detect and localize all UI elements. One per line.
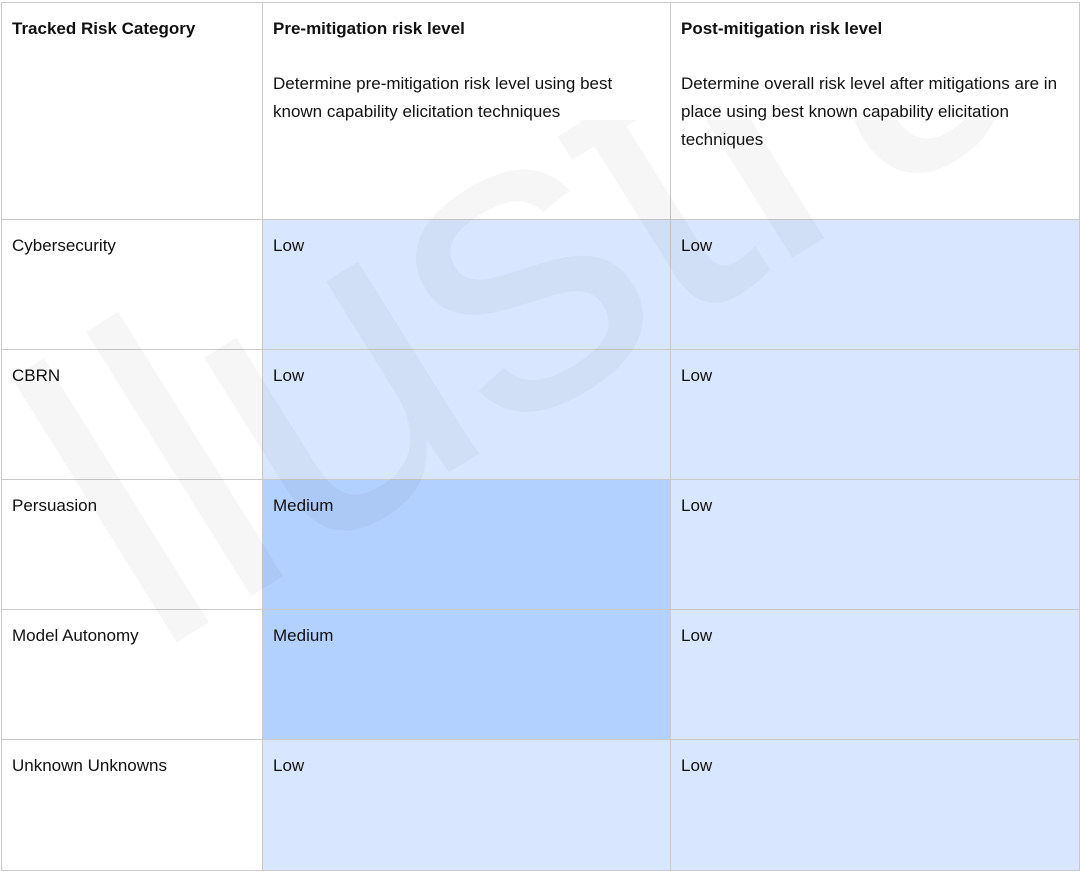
category-cell: Cybersecurity (2, 220, 263, 350)
category-cell: Model Autonomy (2, 610, 263, 740)
category-cell: Unknown Unknowns (2, 740, 263, 871)
category-cell: Persuasion (2, 480, 263, 610)
post-mitigation-cell: Low (671, 350, 1080, 480)
table-row (2, 740, 1080, 871)
pre-mitigation-cell: Low (263, 220, 671, 350)
table-row (2, 350, 1080, 480)
post-mitigation-cell: Low (671, 610, 1080, 740)
header-post-mitigation (671, 3, 1080, 220)
pre-mitigation-cell: Low (263, 350, 671, 480)
header-title: Post-mitigation risk level (681, 19, 883, 38)
pre-mitigation-cell: Medium (263, 610, 671, 740)
table-row (2, 220, 1080, 350)
header-description: Determine pre-mitigation risk level using best known capability elicitation techniques (273, 74, 613, 121)
post-mitigation-cell: Low (671, 480, 1080, 610)
table-row (2, 610, 1080, 740)
post-mitigation-cell: Low (671, 220, 1080, 350)
risk-level-table (1, 2, 1080, 871)
pre-mitigation-cell: Low (263, 740, 671, 871)
header-title: Tracked Risk Category (12, 19, 196, 38)
table-header-row (2, 3, 1080, 220)
table-row (2, 480, 1080, 610)
header-pre-mitigation (263, 3, 671, 220)
header-description: Determine overall risk level after mitigations are in place using best known capability elicitation techniques (681, 74, 1058, 149)
header-title: Pre-mitigation risk level (273, 19, 465, 38)
post-mitigation-cell: Low (671, 740, 1080, 871)
header-tracked-risk-category (2, 3, 263, 220)
pre-mitigation-cell: Medium (263, 480, 671, 610)
category-cell: CBRN (2, 350, 263, 480)
